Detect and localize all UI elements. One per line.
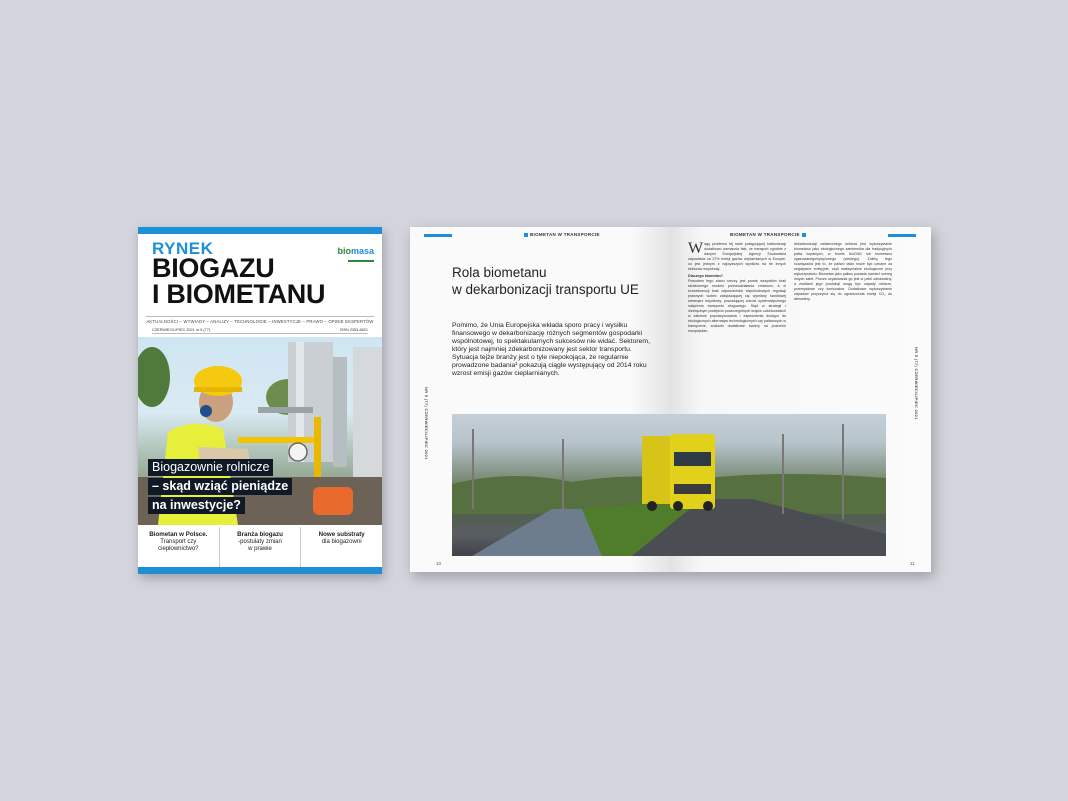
- cover-top-stripe: [138, 227, 382, 234]
- headline-line-2: – skąd wziąć pieniądze: [148, 478, 292, 495]
- teaser-2-line1: -postulaty zmian: [238, 538, 282, 545]
- left-side-caption: NR 5 (77) CZERWIEC/LIPIEC 2021: [424, 387, 429, 460]
- publisher-logo-part2: masa: [350, 246, 374, 256]
- issue-number: CZERWIEC/LIPIEC 2021 nr 5 (77): [152, 328, 211, 332]
- masthead-line-1: BIOGAZU: [152, 253, 275, 283]
- article-column-1: [688, 242, 786, 334]
- teaser-3: [301, 527, 382, 567]
- drop-cap: W: [688, 240, 704, 257]
- section-dot-icon: [802, 233, 806, 237]
- right-section-bar: [888, 234, 916, 237]
- issn: ISSN 2353-8821: [339, 328, 368, 332]
- logo-underline: [348, 260, 374, 262]
- right-section-label: [730, 232, 808, 237]
- teaser-2-line2: w prawie: [248, 546, 272, 552]
- magazine-cover: [138, 227, 382, 574]
- right-page-number: 11: [910, 561, 915, 566]
- masthead-big: [152, 255, 372, 307]
- section-dot-icon: [524, 233, 528, 237]
- cover-headline: [148, 459, 292, 516]
- masthead-line-2: I BIOMETANU: [152, 279, 326, 309]
- teaser-1-line2: ciepłownictwo?: [158, 546, 199, 552]
- teaser-2-title: Branża biogazu: [237, 531, 283, 538]
- cover-categories: AKTUALNOŚCI – WYWIADY – ANALIZY – TECHNOLOGIE – INWESTYCJE – PRAWO – OPINIE EKSPERTÓW: [146, 316, 374, 324]
- issue-line: [152, 328, 368, 334]
- left-section-text: BIOMETAN W TRANSPORCIE: [530, 232, 600, 237]
- right-section-text: BIOMETAN W TRANSPORCIE: [730, 232, 800, 237]
- left-section-label: [522, 232, 600, 237]
- cover-bottom-stripe: [138, 567, 382, 574]
- article-lead: Pomimo, że Unia Europejska wkłada sporo pracy i wysiłku finansowego w dekarbonizację różnych segmentów gospodarki wspólnotowej, to spektakularnych sukcesów nie widać. Sektorem, który jest najmniej zdekarbonizowany jest sektor transportu. Sytuacja tejże branży jest o tyle niepokojąca, że regularnie prowadzone badania¹ pokazują ciągle występujący od 2014 roku wzrost emisji gazów cieplarnianych.: [452, 322, 650, 377]
- article-title-line2: w dekarbonizacji transportu UE: [452, 282, 639, 297]
- column-1-text: agę problemu tej stale postępującej karbonizacji dodatkowo wzmacnia fakt, że transport zgodnie z danymi Europejskiej Agencji Środowiska odpowiada za 27% emisji gazów cieplarnianych w Europie, co jest jednym z najwyższych wyników na tle innych sektorów wspólnoty.: [688, 242, 786, 271]
- teaser-1-title: Biometan w Polsce.: [149, 531, 208, 538]
- article-title: [452, 264, 652, 298]
- teaser-2: [220, 527, 302, 567]
- left-section-bar: [424, 234, 452, 237]
- headline-line-1: Biogazownie rolnicze: [148, 459, 273, 476]
- article-title-line1: Rola biometanu: [452, 265, 547, 280]
- cover-photo: [138, 337, 382, 525]
- column-1-text-2: Powodem tego stanu rzeczy jest proste wszystkim brak skutecznego modelu przeciwdziałania zmianom, a w konsekwencji brak odpowiednich wspólnotowych regulacji prawnych wobec zwiększającej się wymiany handlowej wewnątrz wspólnoty, powodującej wzrost systematycznego natężenia transportu drogowego. Stąd w strategii i niezbędnym podejściu poszczególnych krajów członkowskich w zakresie popularyzowania i zapewnienia dostępu do ekologicznych alternatyw technologicznych czy paliwowych w transporcie, znalazło dodatkowe bariery na poziomie europejskim.: [688, 279, 786, 333]
- right-side-caption: NR 5 (77) CZERWIEC/LIPIEC 2021: [914, 347, 919, 420]
- teaser-1: [138, 527, 220, 567]
- publisher-logo: [337, 241, 374, 262]
- article-column-2: dekarbonizacji ostatecznego sektora jest wykorzystanie biometanu jako ekologicznego zamiennika dla tradycyjnych paliw kopalnych, w formie bioCNG lub biometanu zgazowanego/sprężonego (ciekłego). Zaletą tego rozwiązania jest to, że paliwo takie może być uznane za negatywne emisyjnie, czyli maksymalnie ekologiczne przy wykorzystaniu. Biometan jako paliwo posiada również szereg innych zalet. Proces uzyskiwania go jest w pełni odnawialny, a źródłami jego produkcji mogą być odpady rolnicze, przemysłowe czy komunalne. Dodatkowo wykorzystanie odpadów przyczynia się do ograniczenia emisji CO₂ do atmosfery.: [794, 242, 892, 301]
- highway-truck-illustration: [452, 414, 886, 556]
- headline-line-3: na inwestycje?: [148, 497, 245, 514]
- teaser-3-title: Nowe substraty: [318, 531, 365, 538]
- masthead-small: RYNEK: [152, 239, 214, 258]
- left-page-number: 10: [436, 561, 442, 566]
- publisher-logo-part1: bio: [337, 246, 351, 256]
- cover-teasers: [138, 527, 382, 567]
- teaser-1-line1: Transport czy: [160, 538, 197, 545]
- column-1-subhead: Dlaczego biometan?: [688, 274, 723, 278]
- highway-truck-photo: [452, 414, 886, 556]
- teaser-3-line1: dla biogazowni: [321, 538, 362, 545]
